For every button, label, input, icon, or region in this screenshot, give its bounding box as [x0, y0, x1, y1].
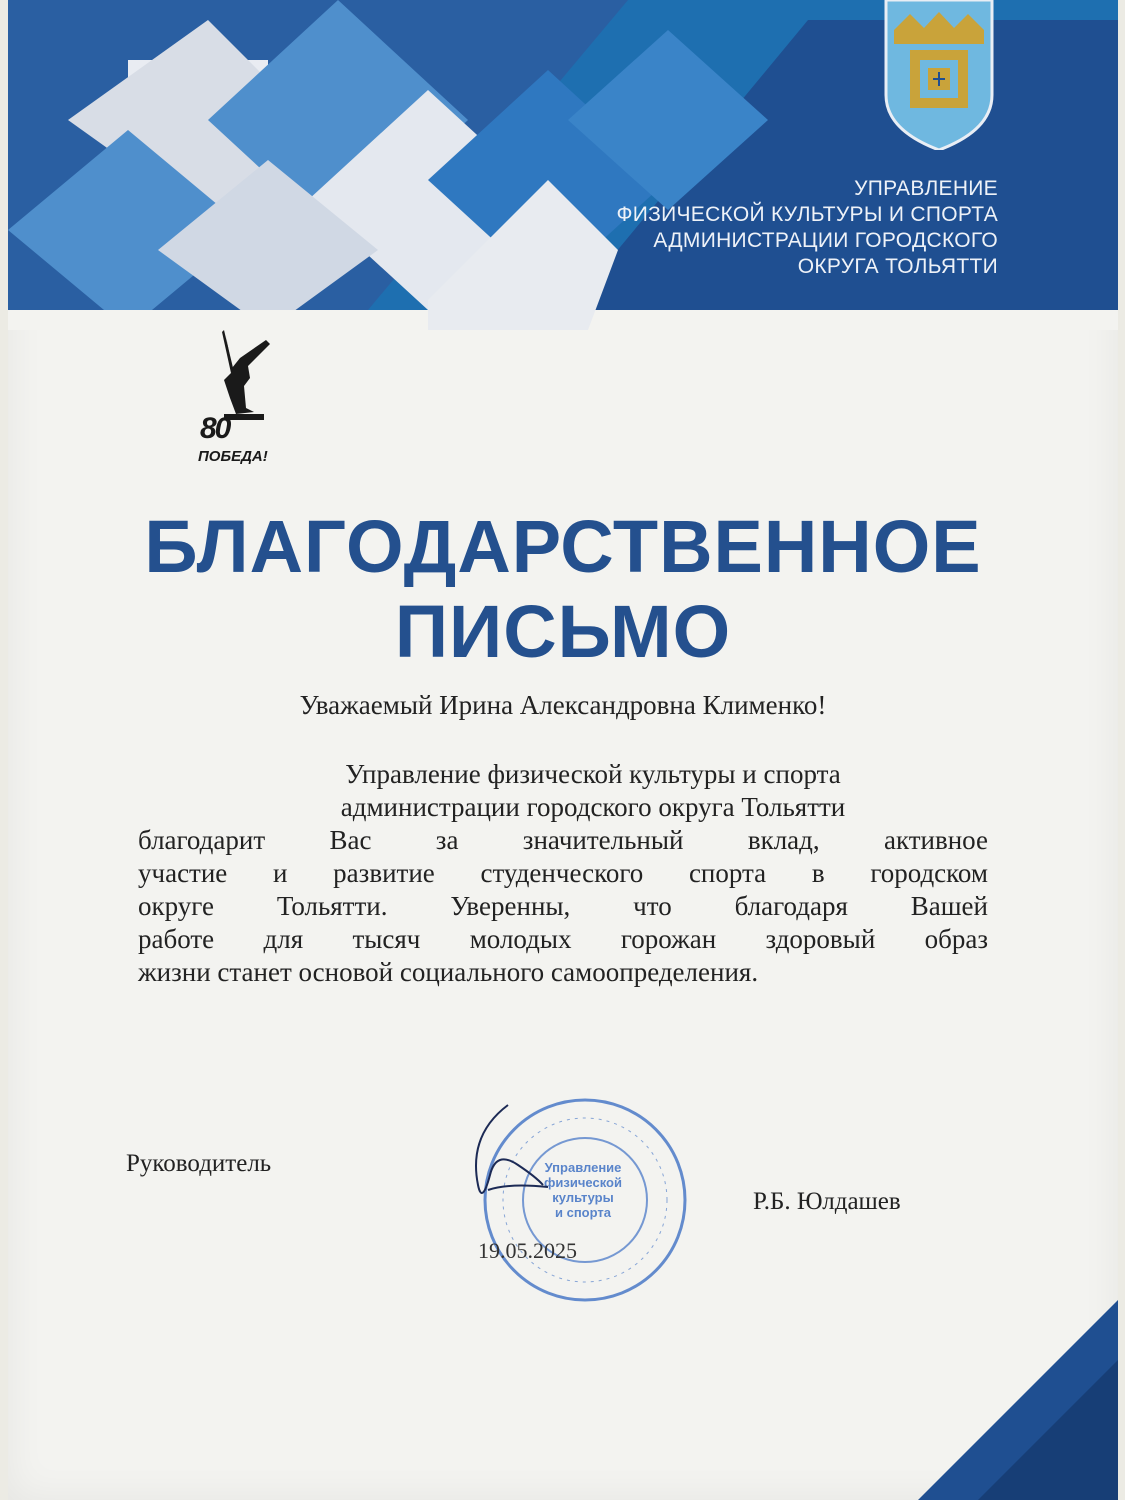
org-title-line-4: ОКРУГА ТОЛЬЯТТИ — [797, 255, 998, 278]
handwritten-signature — [448, 1095, 558, 1215]
stamp-line-2: физической — [544, 1175, 622, 1190]
letter-line-1: Управление физической культуры и спорта — [345, 759, 841, 789]
letter-line-4: участие и развитие студенческого спорта в городском — [138, 858, 988, 888]
letter-body — [138, 758, 988, 989]
victory-word: ПОБЕДА! — [198, 448, 268, 465]
victory-80-number: 80 — [200, 412, 230, 445]
greeting: Уважаемый Ирина Александровна Клименко! — [299, 690, 827, 720]
document-title-line-2: ПИСЬМО — [394, 590, 732, 673]
letter-sheet — [8, 0, 1118, 1500]
org-title-line-3: АДМИНИСТРАЦИИ ГОРОДСКОГО — [653, 229, 998, 252]
coat-of-arms-icon — [880, 0, 998, 150]
signatory-role: Руководитель — [126, 1150, 272, 1177]
letter-line-6: работе для тысяч молодых горожан здоровый образ — [138, 924, 988, 954]
organization-title — [616, 176, 998, 280]
letter-line-2: администрации городского округа Тольятти — [340, 792, 846, 822]
letter-line-3: благодарит Вас за значительный вклад, активное — [138, 825, 988, 855]
org-title-line-2: ФИЗИЧЕСКОЙ КУЛЬТУРЫ И СПОРТА — [616, 203, 998, 226]
org-title-line-1: УПРАВЛЕНИЕ — [854, 177, 998, 200]
stamp-line-1: Управление — [544, 1160, 622, 1175]
stamp-line-3: культуры — [552, 1190, 614, 1205]
letter-line-7: жизни станет основой социального самоопределения. — [138, 957, 759, 987]
stamp-line-4: и спорта — [555, 1205, 611, 1220]
signatory-name: Р.Б. Юлдашев — [753, 1188, 901, 1215]
letter-line-5: округе Тольятти. Уверенны, что благодаря Вашей — [138, 891, 988, 921]
signature-date: 19.05.2025 — [478, 1238, 577, 1263]
victory-monument-icon — [196, 328, 286, 468]
footer-corner-decoration — [818, 1300, 1118, 1500]
document-title-line-1: БЛАГОДАРСТВЕННОЕ — [144, 505, 982, 588]
